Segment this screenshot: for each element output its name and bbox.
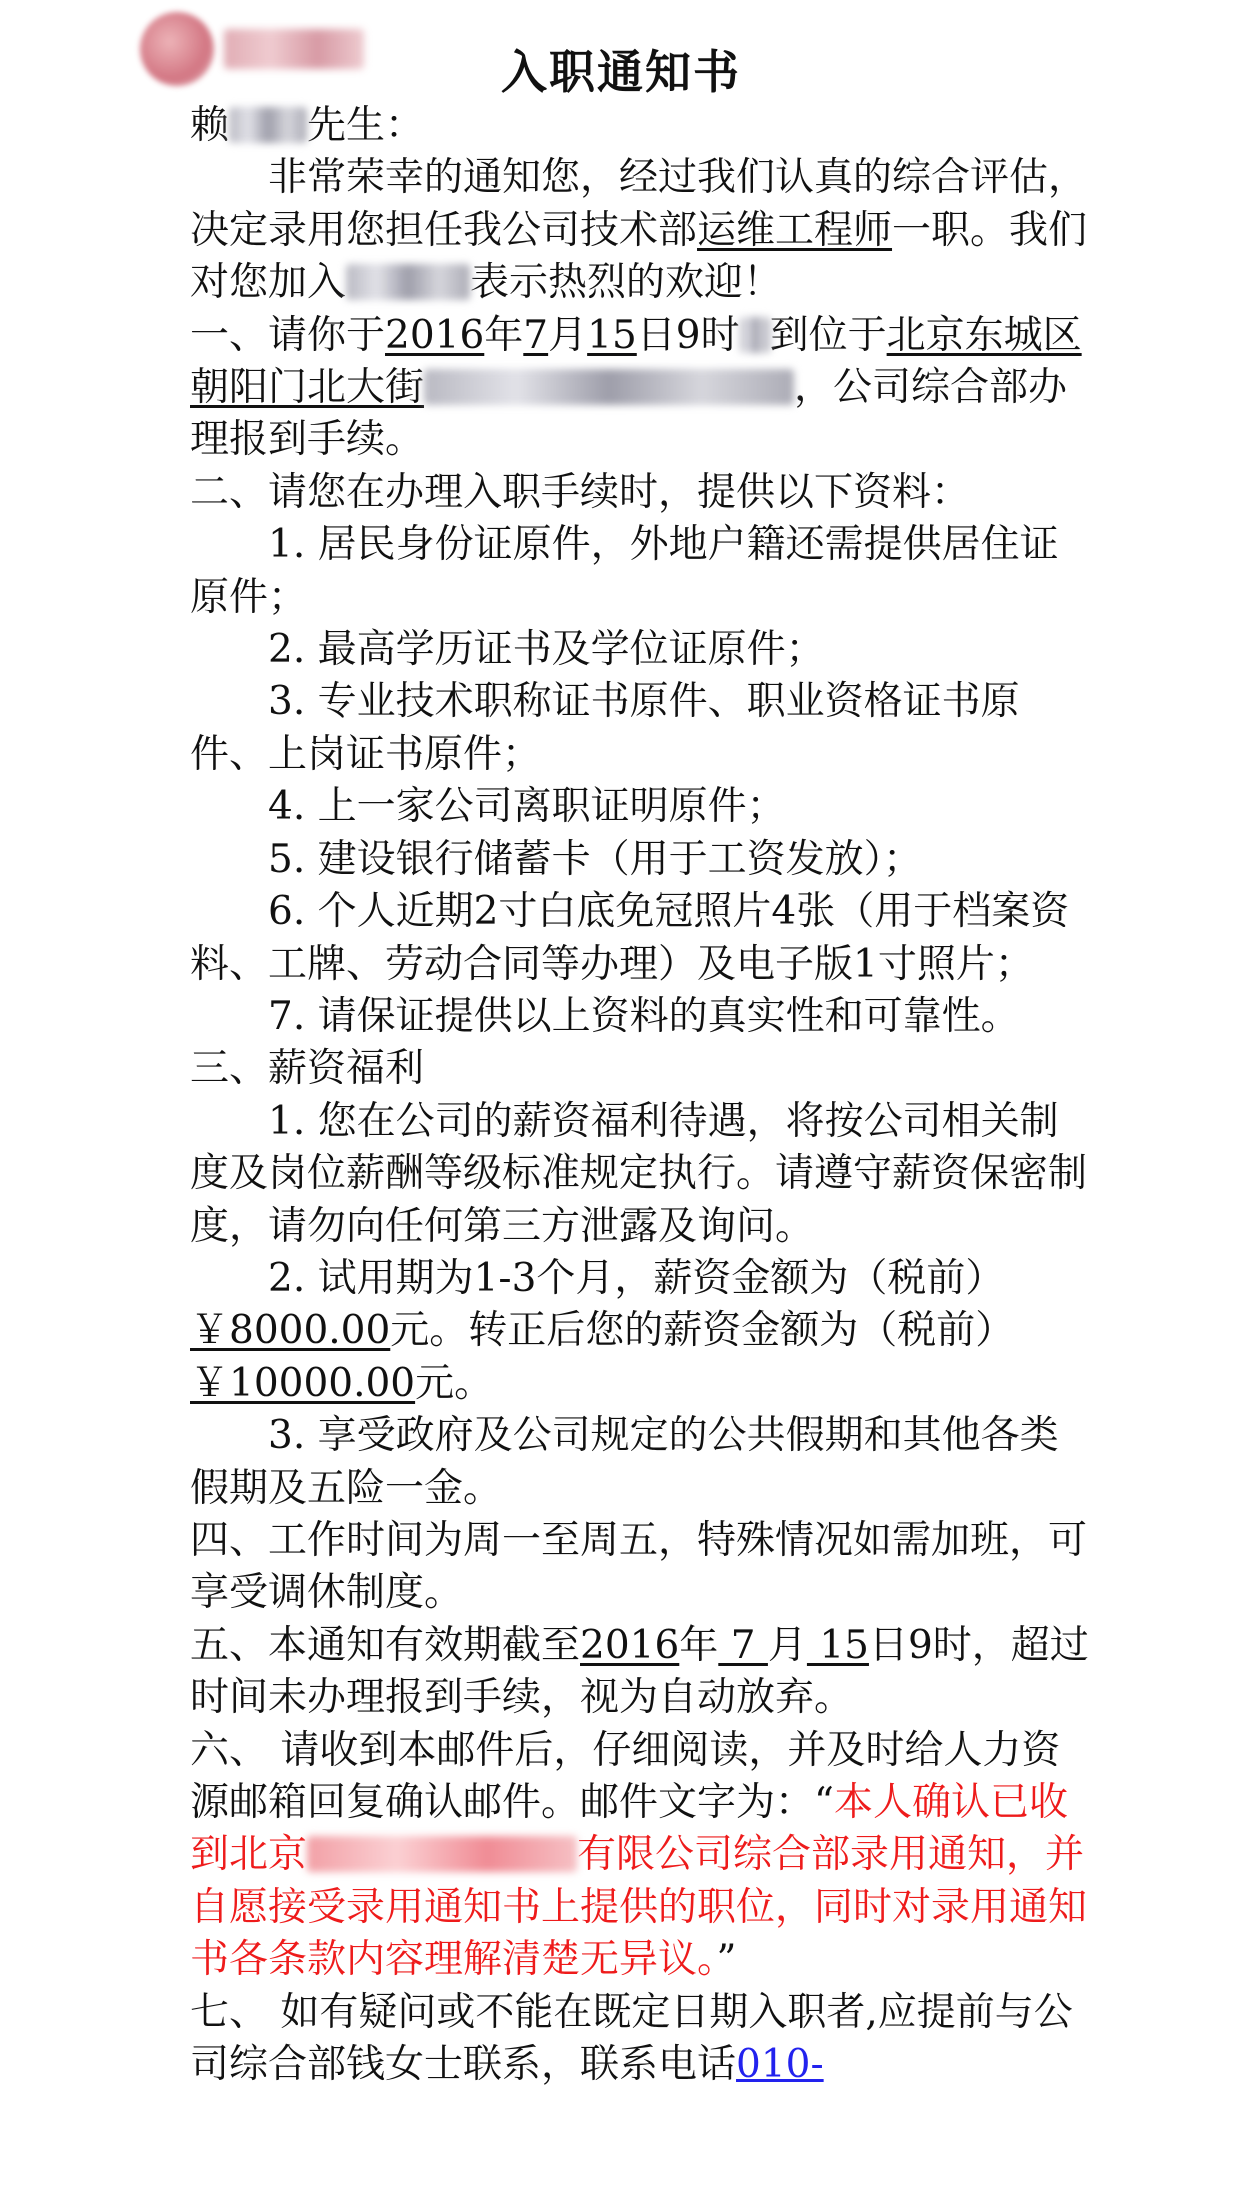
regular-salary: ￥10000.00	[190, 1360, 416, 1406]
contact-phone-link[interactable]: 010-	[736, 2042, 824, 2088]
redacted-company-name	[307, 1836, 577, 1872]
section-1-report: 一、请你于2016年7月15日9时 到位于北京东城区朝阳门北大街 ，公司综合部办理报到手续。	[190, 312, 1082, 463]
position-title: 运维工程师	[697, 207, 893, 253]
document-item: 7. 请保证提供以上资料的真实性和可靠性。	[268, 993, 1020, 1039]
redacted-company	[346, 264, 470, 300]
section-4-hours: 四、工作时间为周一至周五，特殊情况如需加班，可享受调休制度。	[190, 1517, 1088, 1616]
section-2-title: 二、请您在办理入职手续时，提供以下资料：	[190, 469, 971, 515]
letter-body	[190, 100, 1090, 2091]
redacted-name	[229, 107, 307, 143]
document-item: 5. 建设银行储蓄卡（用于工资发放）；	[268, 836, 923, 882]
section-3-title: 三、薪资福利	[190, 1046, 425, 1092]
document-item: 1. 居民身份证原件，外地户籍还需提供居住证原件；	[190, 522, 1059, 620]
salary-item-3: 3. 享受政府及公司规定的公共假期和其他各类假期及五险一金。	[190, 1413, 1059, 1511]
redacted-address	[424, 369, 794, 405]
document-item: 4. 上一家公司离职证明原件；	[268, 784, 786, 830]
salary-item-1: 1. 您在公司的薪资福利待遇，将按公司相关制度及岗位薪酬等级标准规定执行。请遵守薪资保密制度，请勿向任何第三方泄露及询问。	[190, 1098, 1088, 1249]
report-address: 北京东城区朝阳门北大街	[190, 312, 1082, 411]
redacted-mark	[740, 317, 770, 353]
probation-salary: ￥8000.00	[190, 1308, 391, 1354]
salary-item-2: 2. 试用期为1-3个月，薪资金额为（税前）￥8000.00元。转正后您的薪资金额为（税前）￥10000.00元。	[190, 1255, 1015, 1406]
document-item: 3. 专业技术职称证书原件、职业资格证书原件、上岗证书原件；	[190, 679, 1020, 777]
intro-paragraph: 非常荣幸的通知您，经过我们认真的综合评估，决定录用您担任我公司技术部运维工程师一职。我们对您加入 表示热烈的欢迎！	[190, 155, 1088, 306]
section-7-contact: 七、 如有疑问或不能在既定日期入职者,应提前与公司综合部钱女士联系，联系电话010-	[190, 1989, 1073, 2088]
document-item: 6. 个人近期2寸白底免冠照片4张（用于档案资料、工牌、劳动合同等办理）及电子版1寸照片；	[190, 889, 1070, 987]
page-title: 入职通知书	[501, 45, 741, 99]
section-6-confirmation: 六、 请收到本邮件后，仔细阅读，并及时给人力资源邮箱回复确认邮件。邮件文字为：“本人确认已收到北京 有限公司综合部录用通知，并自愿接受录用通知书上提供的职位，同时对录用通知书各条款内容理解清楚无异议。”	[190, 1727, 1088, 1983]
section-5-validity: 五、本通知有效期截至2016年 7 月 15日9时，超过时间未办理报到手续，视为自动放弃。	[190, 1622, 1089, 1721]
document-item: 2. 最高学历证书及学位证原件；	[268, 627, 825, 673]
salutation: 赖 先生：	[190, 103, 425, 148]
